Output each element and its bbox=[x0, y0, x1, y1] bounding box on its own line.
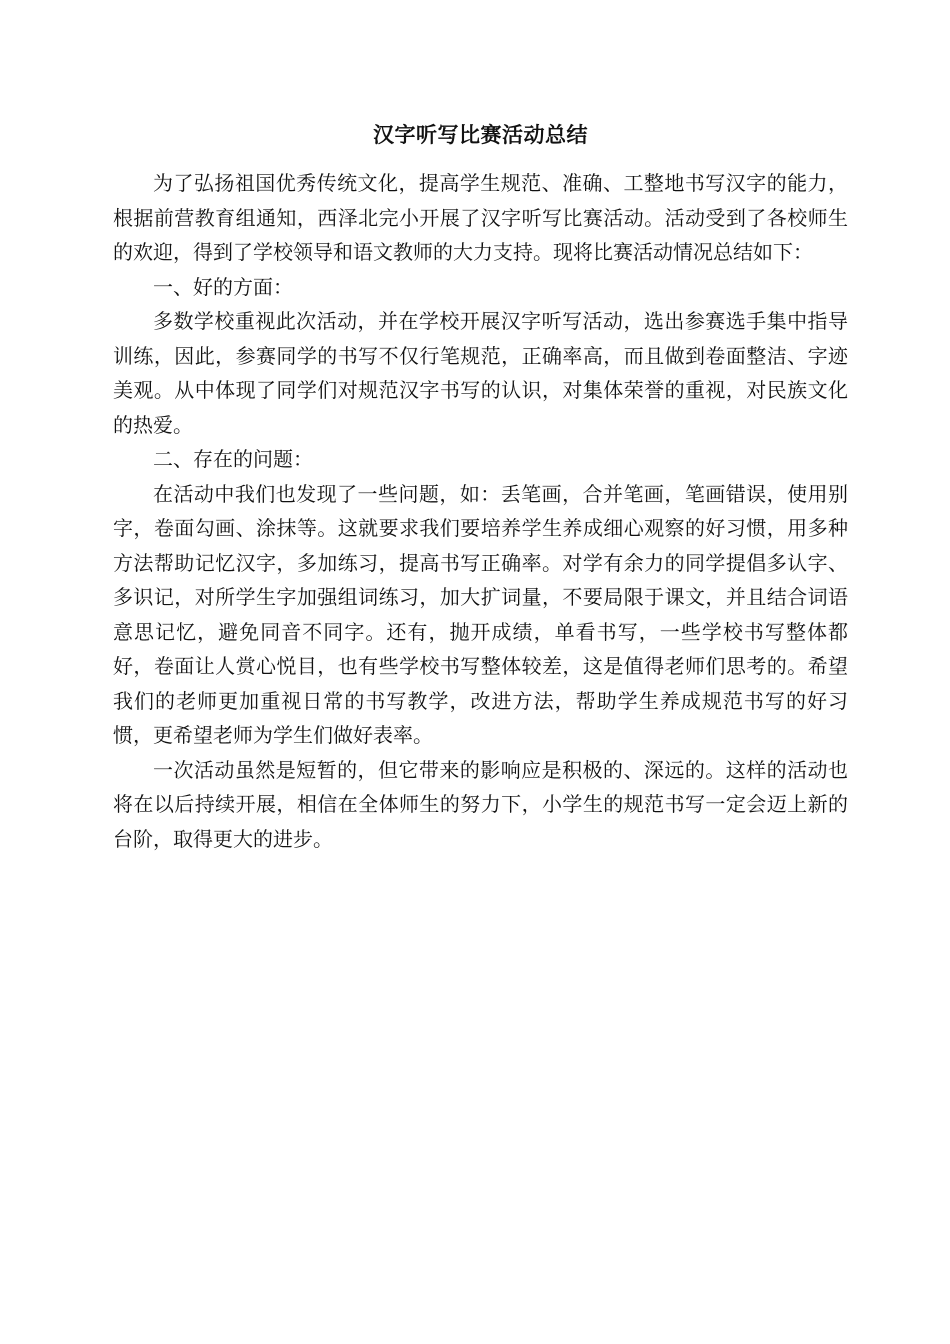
section-heading-strengths: 一、好的方面： bbox=[153, 274, 293, 299]
intro-paragraph: 为了弘扬祖国优秀传统文化，提高学生规范、准确、工整地书写汉字的能力，根据前营教育组通知，西泽北完小开展了汉字听写比赛活动。活动受到了各校师生的欢迎，得到了学校领导和语文教师的大力支持。现将比赛活动情况总结如下： bbox=[113, 171, 848, 264]
conclusion-paragraph: 一次活动虽然是短暂的，但它带来的影响应是积极的、深远的。这样的活动也将在以后持续开展，相信在全体师生的努力下，小学生的规范书写一定会迈上新的台阶，取得更大的进步。 bbox=[113, 757, 848, 851]
strengths-paragraph: 多数学校重视此次活动，并在学校开展汉字听写活动，选出参赛选手集中指导训练，因此，参赛同学的书写不仅行笔规范，正确率高，而且做到卷面整洁、字迹美观。从中体现了同学们对规范汉字书写的认识，对集体荣誉的重视，对民族文化的热爱。 bbox=[113, 309, 848, 437]
document-title: 汉字听写比赛活动总结 bbox=[373, 122, 588, 147]
section-heading-problems: 二、存在的问题： bbox=[153, 447, 313, 471]
problems-paragraph: 在活动中我们也发现了一些问题，如：丢笔画，合并笔画，笔画错误，使用别字，卷面勾画、涂抹等。这就要求我们要培养学生养成细心观察的好习惯，用多种方法帮助记忆汉字，多加练习，提高书写正确率。对学有余力的同学提倡多认字、多识记，对所学生字加强组词练习，加大扩词量，不要局限于课文，并且结合词语意思记忆，避免同音不同字。还有，抛开成绩，单看书写，一些学校书写整体都好，卷面让人赏心悦目，也有些学校书写整体较差，这是值得老师们思考的。希望我们的老师更加重视日常的书写教学，改进方法，帮助学生养成规范书写的好习惯，更希望老师为学生们做好表率。 bbox=[113, 481, 848, 747]
document-body bbox=[113, 118, 848, 856]
